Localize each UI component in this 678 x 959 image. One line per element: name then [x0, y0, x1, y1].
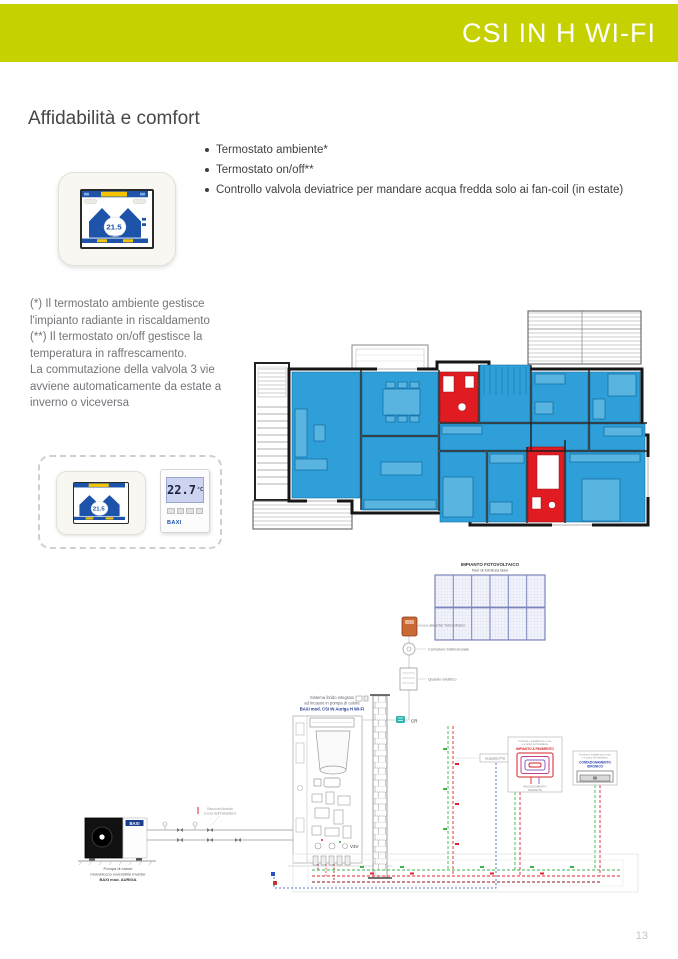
feature-item — [205, 164, 675, 177]
temperature-readout: 21.5 — [92, 506, 105, 513]
hydraulic-note: a cura dell'installatore — [203, 811, 237, 816]
touch-thermostat-image — [58, 172, 176, 266]
unit-label: °C — [196, 487, 203, 493]
hp-label: Pompa di calore — [103, 866, 133, 871]
thermostat-screen — [73, 482, 129, 524]
bullet-icon — [205, 168, 209, 172]
radiant-title: IMPIANTO A PAVIMENTO — [516, 747, 554, 751]
hp-brand-logo: BAXI — [129, 820, 140, 826]
brand-logo: BAXI — [167, 520, 182, 526]
indoor-unit-label: ad incasso in pompa di calore — [304, 700, 360, 706]
temperature-readout: 22.7 — [167, 483, 196, 497]
thermostat-screen-graphic — [82, 191, 148, 243]
footnote-line: (**) Il termostato on/off gestisce la — [30, 331, 203, 343]
meter-label: Contatore bidirezionale — [428, 646, 470, 652]
side-terrace-stairs — [255, 363, 289, 500]
feature-text: Termostato on/off** — [216, 164, 314, 176]
product-name: CSI IN H WI-FI — [462, 17, 656, 48]
fancoil-box — [573, 751, 617, 785]
program-label: PROGRAMMA AUTOMATICO — [97, 235, 133, 239]
thermostat-button — [196, 508, 204, 514]
feature-item — [205, 184, 675, 197]
cr-label: CR — [411, 718, 418, 724]
feature-text: Controllo valvola deviatrice per mandare acqua fredda solo ai fan-coil (in estate) — [216, 184, 624, 196]
thermostat-button — [186, 508, 194, 514]
footnote-line: La commutazione della valvola 3 vie — [30, 364, 215, 376]
water-label: ACQUEDOTTO — [484, 756, 506, 761]
electrical-panel — [400, 668, 457, 690]
radiant-caption: RISCALDAMENTO — [523, 785, 547, 789]
feature-list — [205, 144, 675, 204]
energy-meter — [403, 643, 470, 655]
thermostats-box — [38, 455, 222, 549]
brick-wall — [368, 695, 392, 878]
button-row — [167, 508, 203, 514]
supply-note: e a carico dell'installatore — [521, 743, 549, 746]
sensor-icon — [356, 696, 368, 701]
hydraulic-connections — [147, 807, 293, 842]
water-supply — [456, 754, 510, 762]
heat-pump-outdoor-unit — [78, 818, 156, 882]
fancoil-title: CONDIZIONAMENTO — [579, 760, 611, 765]
pv-title: IMPIANTO FOTOVOLTAICO — [460, 562, 520, 567]
footnotes — [30, 296, 240, 412]
pv-array — [435, 562, 545, 640]
system-schematic — [60, 558, 660, 903]
inverter-label: Inverter fotovoltaico — [430, 622, 465, 628]
terrace-pergola — [528, 311, 641, 364]
page-number: 13 — [635, 930, 648, 942]
bottom-terrace — [253, 501, 352, 529]
supply-note: e a carico dell'installatore — [582, 757, 608, 760]
thermostat-button — [167, 508, 175, 514]
v3v-label: V3V — [350, 844, 359, 849]
footnote-line: (*) Il termostato ambiente gestisce — [30, 298, 205, 310]
thermostat-screen — [80, 189, 154, 249]
lcd-display — [166, 477, 204, 503]
hp-label: monoblocco reversibile inverter — [90, 871, 146, 877]
radiant-floor-box — [508, 737, 562, 792]
thermostat-screen-graphic — [74, 483, 125, 520]
floorplan-drawing — [252, 307, 657, 543]
temperature-readout: 21.5 — [106, 222, 122, 232]
fancoil-unit-icon — [577, 771, 613, 782]
footnote-line: l'impianto radiante in riscaldamento — [30, 314, 210, 327]
hp-model-label: BAXI mod. AURIGA — [99, 877, 137, 882]
bullet-icon — [205, 188, 209, 192]
indoor-unit-label: Sistema ibrido integrato — [310, 695, 354, 700]
onoff-thermostat-image — [160, 469, 210, 533]
panel-label: Quadro elettrico — [428, 676, 457, 682]
radiant-caption: RADIANTE — [528, 789, 542, 792]
feature-item — [205, 144, 675, 157]
pv-subtitle: Non di fornitura Baxi — [471, 567, 509, 573]
footnote-line: avviene automaticamente da estate a — [30, 380, 222, 393]
supply-note: Fornitura e installazione a cura — [518, 740, 552, 743]
page-header — [0, 4, 678, 62]
feature-text: Termostato ambiente* — [216, 144, 328, 156]
section-title: Affidabilità e comfort — [28, 108, 200, 129]
supply-note: Fornitura e installazione a cura — [579, 754, 611, 757]
bullet-icon — [205, 148, 209, 152]
hydraulic-note: Raccordi idraulici — [207, 807, 233, 811]
footnote-line: temperatura in raffrescamento. — [30, 347, 188, 360]
footnote-line: inverno o viceversa — [30, 397, 130, 409]
thermostat-button — [177, 508, 185, 514]
indoor-unit-model: BAXI mod. CSI IN Auriga H WI-FI — [299, 706, 365, 712]
touch-thermostat-small — [56, 471, 146, 535]
fancoil-title: IDRONICO — [587, 764, 603, 769]
